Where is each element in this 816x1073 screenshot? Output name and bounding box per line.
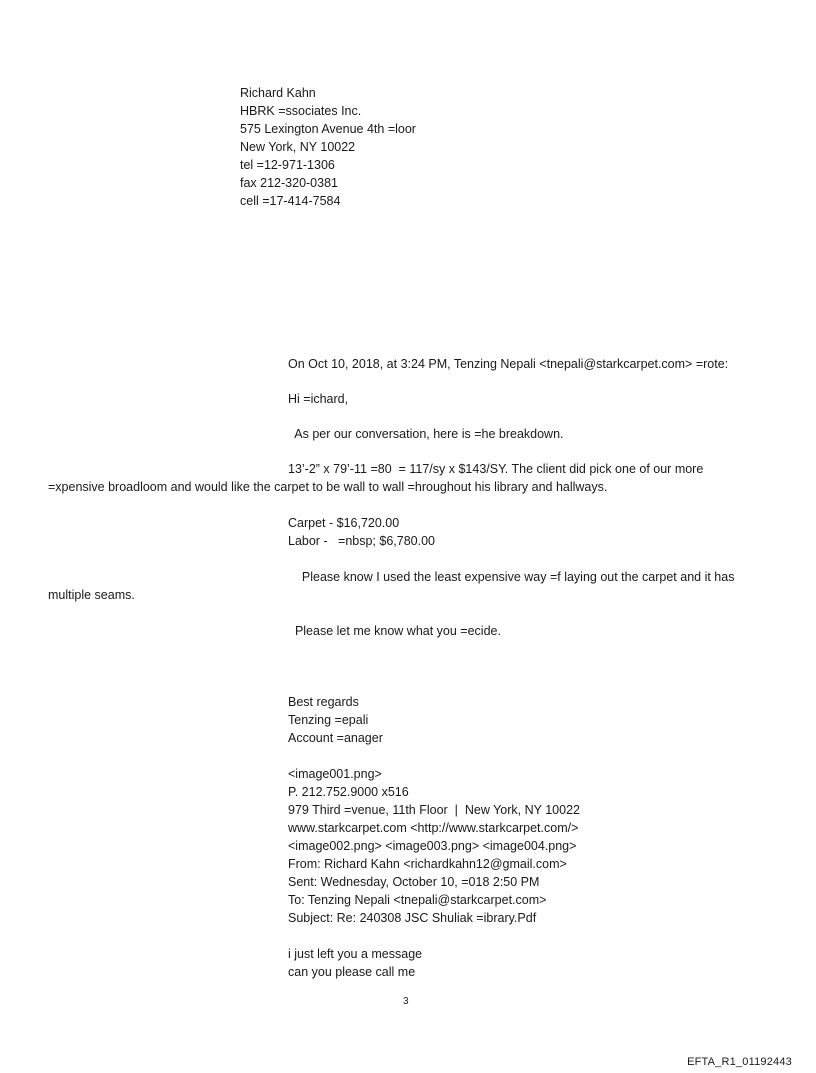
signature-name: Richard Kahn — [240, 86, 316, 100]
signature-tel: tel =12-971-1306 — [240, 158, 335, 172]
email-labor-cost: Labor - =nbsp; $6,780.00 — [288, 534, 435, 548]
email-closing: Best regards — [288, 695, 359, 709]
email-image-placeholders: <image002.png> <image003.png> <image004.png> — [288, 839, 577, 853]
email-sender-name: Tenzing =epali — [288, 713, 369, 727]
email-message-line2: can you please call me — [288, 965, 416, 979]
email-phone: P. 212.752.9000 x516 — [288, 785, 409, 799]
email-decide: Please let me know what you =ecide. — [288, 624, 501, 638]
email-note-line1: Please know I used the least expensive way =f laying out the carpet and it has — [288, 570, 735, 584]
email-website: www.starkcarpet.com <http://www.starkcarpet.com/> — [288, 821, 579, 835]
email-intro: As per our conversation, here is =he breakdown. — [288, 427, 564, 441]
signature-fax: fax 212-320-0381 — [240, 176, 338, 190]
email-from: From: Richard Kahn <richardkahn12@gmail.com> — [288, 857, 567, 871]
signature-address-line1: 575 Lexington Avenue 4th =loor — [240, 122, 416, 136]
email-header-line: On Oct 10, 2018, at 3:24 PM, Tenzing Nepali <tnepali@starkcarpet.com> =rote: — [288, 357, 729, 371]
email-calc-line1: 13’-2” x 79’-11 =80 = 117/sy x $143/SY. The client did pick one of our more — [288, 462, 704, 476]
email-image1-placeholder: <image001.png> — [288, 767, 382, 781]
signature-cell: cell =17-414-7584 — [240, 194, 341, 208]
email-office-address: 979 Third =venue, 11th Floor | New York, NY 10022 — [288, 803, 580, 817]
email-note-line2: multiple seams. — [48, 588, 135, 602]
email-greeting: Hi =ichard, — [288, 392, 349, 406]
email-message-line1: i just left you a message — [288, 947, 423, 961]
email-sender-title: Account =anager — [288, 731, 383, 745]
email-carpet-cost: Carpet - $16,720.00 — [288, 516, 400, 530]
signature-address-line2: New York, NY 10022 — [240, 140, 356, 154]
page-number: 3 — [403, 996, 409, 1007]
email-calc-line2: =xpensive broadloom and would like the carpet to be wall to wall =hroughout his library and hallways. — [48, 480, 608, 494]
email-sent: Sent: Wednesday, October 10, =018 2:50 PM — [288, 875, 540, 889]
email-to: To: Tenzing Nepali <tnepali@starkcarpet.com> — [288, 893, 547, 907]
document-id: EFTA_R1_01192443 — [687, 1056, 792, 1068]
email-subject: Subject: Re: 240308 JSC Shuliak =ibrary.Pdf — [288, 911, 537, 925]
signature-company: HBRK =ssociates Inc. — [240, 104, 362, 118]
